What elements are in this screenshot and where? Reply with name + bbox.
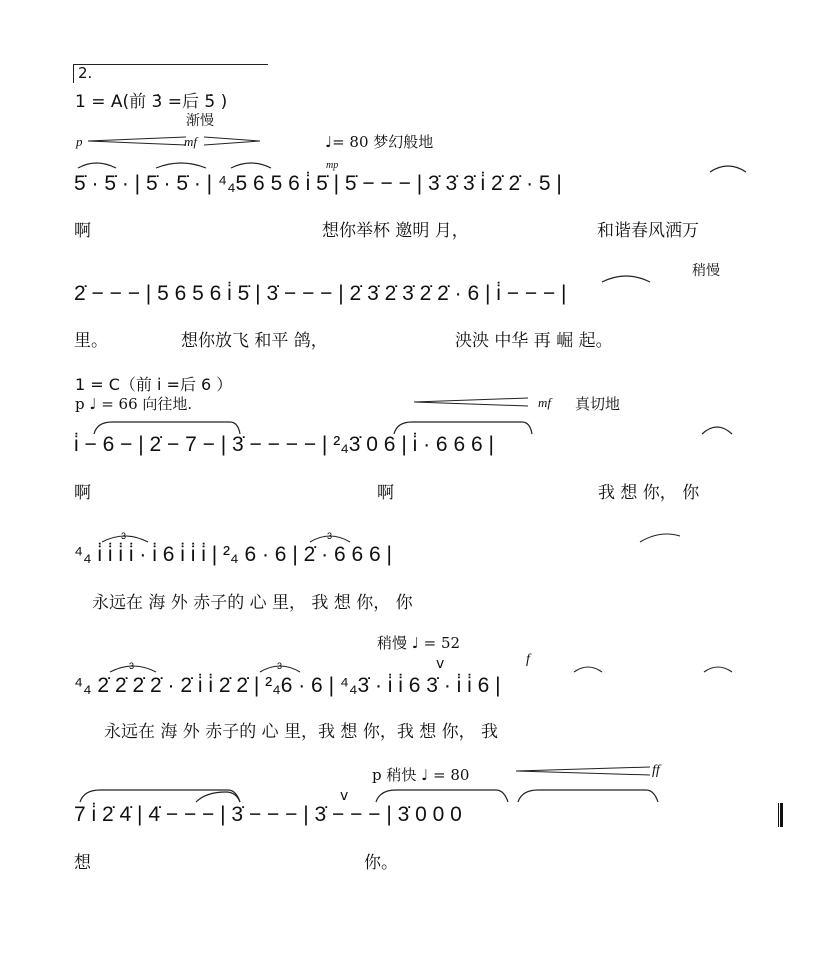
- lyrics-line-2-left: 里。: [74, 331, 108, 351]
- lyrics-line-6-left: 想: [74, 853, 91, 873]
- notation-line-5: ⁴₄ 2̇ 2̇ 2̇ 2̇ · 2̇ i̇ i̇ 2̇ 2̇ | ²₄6 · 6 | ⁴₄3̇ · i̇ i̇ 6 3̇ · i̇ i̇ 6 |: [74, 674, 501, 697]
- lyrics-line-1-right: 和谐春风洒万: [597, 221, 699, 241]
- dynamic-mf: mf: [184, 134, 197, 149]
- notation-line-2: 2̇ − − − | 5 6 5 6 i̇ 5̇ | 3̇ − − − | 2̇ 3̇ 2̇ 3̇ 2̇ 2̇ · 6 | i̇ − − − |: [74, 282, 567, 305]
- dynamic-mf-2: mf: [538, 395, 551, 410]
- lyrics-line-1-left: 啊: [74, 221, 91, 241]
- volta-label: 2.: [78, 64, 93, 82]
- svg-text:3: 3: [277, 661, 283, 671]
- svg-text:3: 3: [121, 531, 127, 541]
- svg-text:3: 3: [327, 531, 333, 541]
- notation-line-3: i̇ − 6 − | 2̇ − 7 − | 3̇ − − − − | ²₄3̇ 0 6 | i̇ · 6 6 6 |: [74, 433, 494, 456]
- annotation-tempo-52: 稍慢 ♩ = 52: [377, 634, 461, 652]
- slurs-line-1: [76, 156, 276, 170]
- notation-line-6: 7 i̇ 2̇ 4̇ | 4̇ − − − | 3̇ − − − | 3̇ − − − | 3̇ 0 0 0: [74, 803, 462, 826]
- tempo-marking-66: p ♩ = 66 向往地.: [75, 395, 193, 413]
- slurs-line-6: [76, 786, 676, 804]
- lyrics-line-5: 永远在 海 外 赤子的 心 里，我 想 你，我 想 你， 我: [104, 722, 499, 742]
- breath-mark: v: [436, 656, 445, 672]
- dynamic-ff: ff: [652, 763, 660, 778]
- dynamic-p: p: [76, 134, 83, 149]
- lyrics-line-3-mid: 啊: [377, 483, 394, 503]
- key-signature-a: 1 = A(前 3̇ =后 5̇ ): [75, 92, 228, 112]
- breath-mark-2: v: [340, 788, 349, 804]
- tempo-change-label: 渐慢: [186, 113, 214, 129]
- triplets-line-5: [108, 660, 808, 674]
- lyrics-line-1-mid: 想你举杯 邀明 月，: [322, 221, 469, 241]
- dynamic-f: f: [526, 652, 530, 667]
- key-signature-c: 1 = C（前 i̇ =后 6 ）: [75, 375, 233, 394]
- lyrics-line-2-mid: 想你放飞 和平 鸽，: [181, 331, 328, 351]
- expression-sincerely: 真切地: [575, 395, 621, 413]
- slur-line-2: [600, 270, 652, 284]
- annotation-tempo-80: p 稍快 ♩ = 80: [372, 766, 470, 784]
- lyrics-line-6-mid: 你。: [364, 853, 398, 873]
- volta-bracket: [73, 64, 268, 83]
- notation-line-4: ⁴₄ i̇ i̇ i̇ i̇ · i̇ 6 i̇ i̇ i̇ | ²₄ 6 · 6 | 2̇ · 6 6 6 |: [74, 543, 392, 566]
- svg-text:3: 3: [129, 661, 135, 671]
- final-barline: [778, 803, 783, 827]
- lyrics-line-4: 永远在 海 外 赤子的 心 里， 我 想 你， 你: [92, 593, 413, 613]
- annotation-slightly-slower: 稍慢: [692, 263, 720, 279]
- lyrics-line-3-right: 我 想 你， 你: [598, 483, 700, 503]
- notation-line-1: 5̇ · 5̇ · | 5̇ · 5̇ · | ⁴₄5 6 5 6 i̇ 5̇ | 5̇ − − − | 3̇ 3̇ 3̇ i̇ 2̇ 2̇ · 5 |: [74, 172, 562, 195]
- slur-line-1b: [708, 160, 748, 174]
- dynamic-mp: mp: [326, 160, 339, 171]
- lyrics-line-2-right: 泱泱 中华 再 崛 起。: [455, 331, 613, 351]
- lyrics-line-3-left: 啊: [74, 483, 91, 503]
- triplets-line-4: [100, 530, 800, 544]
- tempo-marking: ♩= 80 梦幻般地: [325, 133, 434, 151]
